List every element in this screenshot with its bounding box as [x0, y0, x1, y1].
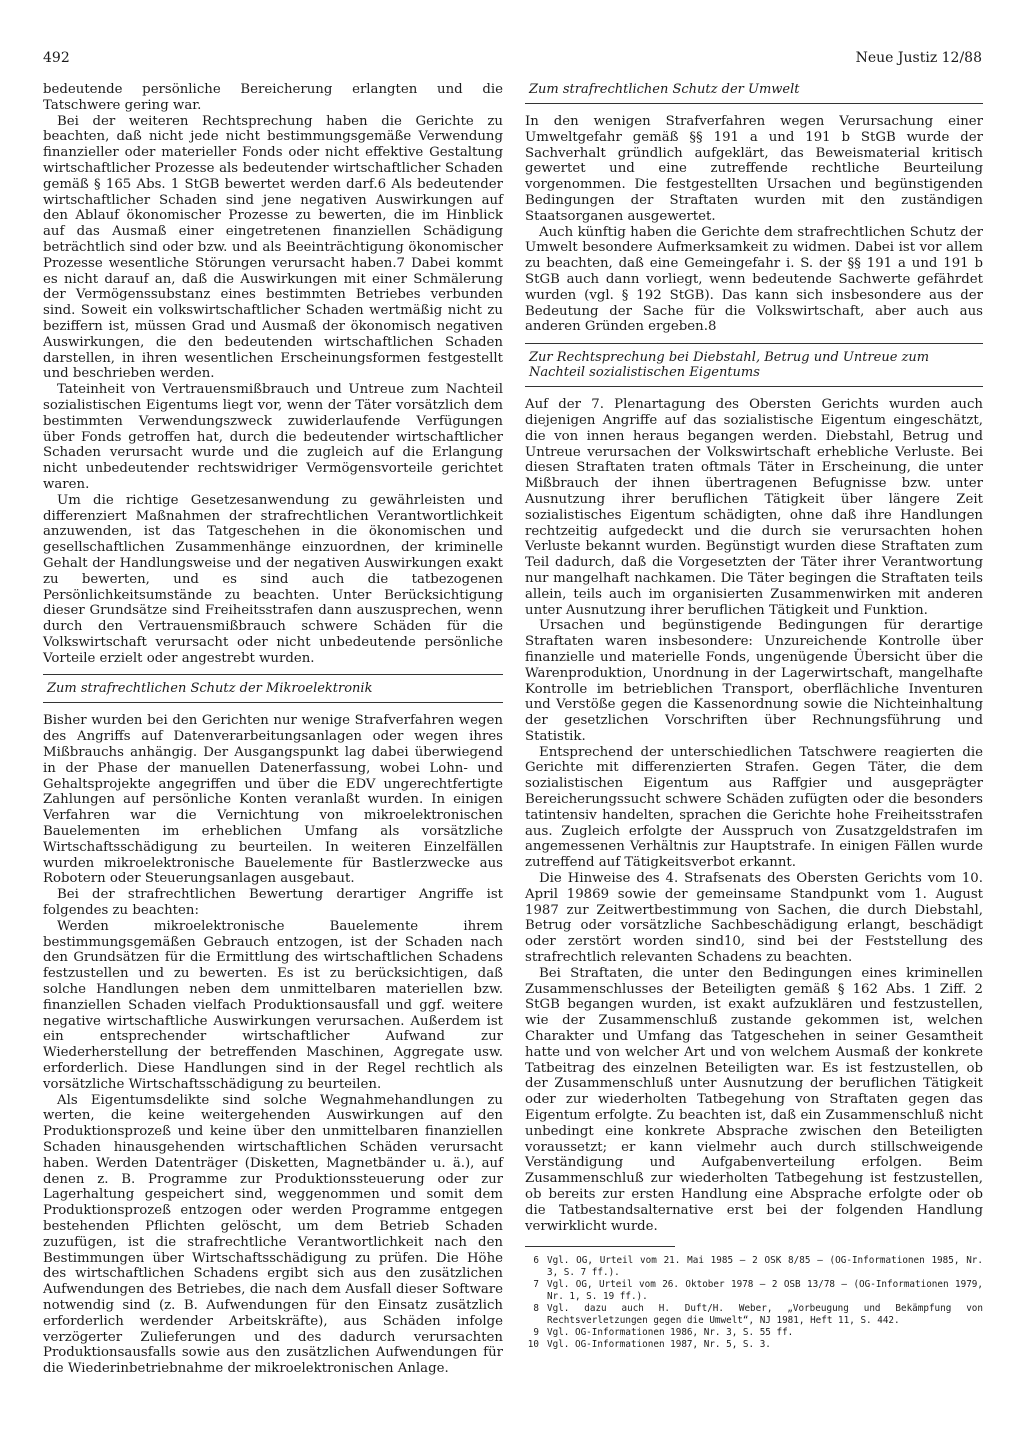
footnote-text: Vgl. OG, Urteil vom 26. Oktober 1978 – 2 OSB 13/78 – (OG-Informationen 1979, Nr. 1, S. 19 ff.).: [547, 1279, 983, 1303]
paragraph: Als Eigentumsdelikte sind solche Wegnahmehandlungen zu werten, die keine weitergehenden Auswirkungen auf den Produktionsprozeß und keine über den unmittelbaren finanziellen Schaden hinausgehenden wirtschaftlichen Schäden verursacht haben. Werden Datenträger (Disketten, Magnetbänder u. ä.), auf denen z. B. Programme zur Produktionssteuerung oder zur Lagerhaltung gespeichert sind, weggenommen und somit dem Produktionsprozeß entzogen oder werden Programme entgegen bestehenden Pflichten gelöscht, um dem Betrieb Schaden zuzufügen, ist die strafrechtliche Verantwortlichkeit nach den Bestimmungen über Wirtschaftsschädigung zu prüfen. Die Höhe des wirtschaftlichen Schadens ergibt sich aus den zusätzlichen Aufwendungen des Betriebes, die nach dem Ausfall dieser Software notwendig sind (z. B. Aufwendungen für den Einsatz zusätzlich erforderlich werdender Arbeitskräfte), aus Schäden infolge verzögerter Zulieferungen und des dadurch verursachten Produktionsausfalls sowie aus den zusätzlichen Aufwendungen für die Wiederinbetriebnahme der mikroelektronischen Anlage.: [43, 1092, 503, 1377]
section-heading-mikroelektronik: Zum strafrechtlichen Schutz der Mikroelektronik: [43, 674, 503, 703]
section-heading-umwelt: Zum strafrechtlichen Schutz der Umwelt: [525, 82, 983, 104]
paragraph: Bei der strafrechtlichen Bewertung derartiger Angriffe ist folgendes zu beachten:: [43, 887, 503, 919]
footnote-number: 6: [533, 1255, 539, 1267]
page-number: 492: [43, 50, 70, 66]
paragraph: Entsprechend der unterschiedlichen Tatschwere reagierten die Gerichte mit differenzierten Strafen. Gegen Täter, die dem sozialistischen Eigentum aus Raffgier und ausgeprägter Bereicherungssucht schwere Schäden zufügten oder die besonders tatintensiv handelten, sprachen die Gerichte hohe Freiheitsstrafen aus. Zugleich erfolgte der Ausspruch von Zusatzgeldstrafen im angemessenen Verhältnis zur Hauptstrafe. In einigen Fällen wurde zutreffend auf Tätigkeitsverbot erkannt.: [525, 744, 983, 871]
footnote-number: 9: [533, 1327, 539, 1339]
paragraph: Ursachen und begünstigende Bedingungen für derartige Straftaten waren insbesondere: Unzureichende Kontrolle über finanzielle und materielle Fonds, ungenügende Übersicht über die Warenproduktion, Unordnung in der Lagerwirtschaft, mangelhafte Kontrolle im betrieblichen Transport, oberflächliche Inventuren und Verstöße gegen die Kassenordnung sowie die Nichteinhaltung der gesetzlichen Vorschriften über Rechnungsführung und Statistik.: [525, 618, 983, 744]
footnote-number: 7: [533, 1279, 539, 1291]
paragraph: Werden mikroelektronische Bauelemente ihrem bestimmungsgemäßen Gebrauch entzogen, ist der Schaden nach den Grundsätzen für die Ermittlung des wirtschaftlichen Schadens festzustellen und zu bewerten. Es ist zu berücksichtigen, daß solche Handlungen neben dem unmittelbaren materiellen bzw. finanziellen Schaden vielfach Produktionsausfall und ggf. weitere negative wirtschaftliche Auswirkungen verursachen. Außerdem ist ein entsprechender wirtschaftlicher Aufwand zur Wiederherstellung der betreffenden Maschinen, Aggregate usw. erforderlich. Diese Handlungen sind in der Regel rechtlich als vorsätzliche Wirtschaftsschädigung zu beurteilen.: [43, 918, 503, 1092]
footnote-text: Vgl. OG-Informationen 1986, Nr. 3, S. 55 ff.: [547, 1327, 794, 1339]
footnote: [525, 1303, 983, 1327]
left-column: [43, 82, 503, 1377]
paragraph: Auf der 7. Plenartagung des Obersten Gerichts wurden auch diejenigen Angriffe auf das sozialistische Eigentum eingeschätzt, die von innen heraus begangen werden. Diebstahl, Betrug und Untreue verursachen der Volkswirtschaft erhebliche Verluste. Bei diesen Straftaten traten oftmals Täter in Erscheinung, die unter Mißbrauch der ihnen übertragenen Befugnisse bzw. unter Ausnutzung ihrer beruflichen Tätigkeit über längere Zeit sozialistisches Eigentum schädigten, ohne daß ihre Handlungen rechtzeitig aufgedeckt und die durch sie verursachten hohen Verluste bekannt wurden. Begünstigt wurden diese Straftaten zum Teil dadurch, daß die Vorgesetzten der Täter ihrer Verantwortung nur mangelhaft nachkamen. Die Täter begingen die Straftaten teils allein, teils auch im organisierten Zusammenwirken mit anderen unter Ausnutzung ihrer beruflichen Tätigkeit und Funktion.: [525, 397, 983, 618]
footnote: [525, 1327, 983, 1339]
paragraph: Die Hinweise des 4. Strafsenats des Obersten Gerichts vom 10. April 19869 sowie der gemeinsame Standpunkt vom 1. August 1987 zur Zeitwertbestimmung von Sachen, die durch Diebstahl, Betrug oder vorsätzliche Sachbeschädigung erlangt, beschädigt oder zerstört worden sind10, sind bei der Feststellung des strafrechtlich relevanten Schadens zu beachten.: [525, 871, 983, 966]
paragraph: Bei Straftaten, die unter den Bedingungen eines kriminellen Zusammenschlusses der Beteiligten gemäß § 162 Abs. 1 Ziff. 2 StGB begangen wurden, ist exakt aufzuklären und festzustellen, wie der Zusammenschluß zustande gekommen ist, welchen Charakter und Umfang das Tatgeschehen in seiner Gesamtheit hatte und von welcher Art und von welchem Ausmaß der konkrete Tatbeitrag des einzelnen Beteiligten war. Es ist festzustellen, ob der Zusammenschluß unter Ausnutzung der beruflichen Tätigkeit oder zur wiederholten Tatbegehung von Straftaten gegen das Eigentum erfolgte. Zu beachten ist, daß ein Zusammenschluß nicht unbedingt eine konkrete Absprache zwischen den Beteiligten voraussetzt; er kann vielmehr auch durch stillschweigende Verständigung und Aufgabenverteilung erfolgen. Beim Zusammenschluß zur wiederholten Tatbegehung ist festzustellen, ob bereits zur ersten Handlung eine Absprache erfolgte oder ob die Tatbestandsalternative erst bei der folgenden Handlung verwirklicht wurde.: [525, 965, 983, 1234]
section-heading-diebstahl: Zur Rechtsprechung bei Diebstahl, Betrug und Untreue zum Nachteil sozialistischen Eigentums: [525, 343, 983, 387]
paragraph: Bisher wurden bei den Gerichten nur wenige Strafverfahren wegen des Angriffs auf Datenverarbeitungsanlagen oder wegen ihres Mißbrauchs anhängig. Der Ausgangspunkt lag dabei überwiegend in der Phase der manuellen Datenerfassung, wobei Lohn- und Gehaltsprojekte angegriffen und über die EDV ungerechtfertigte Zahlungen auf persönliche Konten veranlaßt wurden. In einigen Verfahren war die Vernichtung von mikroelektronischen Bauelementen im erheblichen Umfang als vorsätzliche Wirtschaftsschädigung zu beurteilen. In weiteren Einzelfällen wurden mikroelektronische Bauelemente für Bastlerzwecke aus Robotern oder Steuerungsanlagen ausgebaut.: [43, 713, 503, 887]
footnote-text: Vgl. OG-Informationen 1987, Nr. 5, S. 3.: [547, 1339, 771, 1351]
paragraph: Bei der weiteren Rechtsprechung haben die Gerichte zu beachten, daß nicht jede nicht bestimmungsgemäße Verwendung finanzieller oder materieller Fonds oder nicht effektive Gestaltung wirtschaftlicher Prozesse als bedeutender wirtschaftlicher Schaden gemäß § 165 Abs. 1 StGB bewertet werden darf.6 Als bedeutender wirtschaftlicher Schaden sind jene negativen Auswirkungen auf den Ablauf ökonomischer Prozesse zu bewerten, die im Hinblick auf das Ausmaß einer eingetretenen finanziellen Schädigung beträchtlich sind oder bzw. und als Beeinträchtigung ökonomischer Prozesse wesentliche Störungen verursacht haben.7 Dabei kommt es nicht darauf an, daß die Auswirkungen mit einer Schmälerung der Vermögenssubstanz eines bestimmten Betriebes verbunden sind. Soweit ein volkswirtschaftlicher Schaden wertmäßig nicht zu beziffern ist, müssen Grad und Ausmaß der ökonomisch negativen Auswirkungen, die den bedeutenden wirtschaftlichen Schaden darstellen, in ihren wesentlichen Erscheinungsformen festgestellt und beschrieben werden.: [43, 113, 503, 382]
footnote: [525, 1279, 983, 1303]
journal-issue: Neue Justiz 12/88: [855, 50, 982, 66]
footnote-text: Vgl. OG, Urteil vom 21. Mai 1985 – 2 OSK 8/85 – (OG-Informationen 1985, Nr. 3, S. 7 ff.).: [547, 1255, 983, 1279]
footnote-divider: [525, 1246, 675, 1247]
footnote: [525, 1339, 983, 1351]
paragraph: bedeutende persönliche Bereicherung erlangten und die Tatschwere gering war.: [43, 82, 503, 113]
footnote-text: Vgl. dazu auch H. Duft/H. Weber, „Vorbeugung und Bekämpfung von Rechtsverletzungen gegen die Umwelt“, NJ 1981, Heft 11, S. 442.: [547, 1303, 983, 1327]
right-column: [525, 82, 983, 1351]
footnote-number: 10: [527, 1339, 539, 1351]
footnote: [525, 1255, 983, 1279]
footnote-number: 8: [533, 1303, 539, 1315]
paragraph: Auch künftig haben die Gerichte dem strafrechtlichen Schutz der Umwelt besondere Aufmerksamkeit zu widmen. Dabei ist vor allem zu beachten, daß eine Gemeingefahr i. S. der §§ 191 a und 191 b StGB auch dann vorliegt, wenn bedeutende Sachwerte gefährdet wurden (vgl. § 192 StGB). Das kann sich insbesondere aus der Bedeutung der Sache für die Volkswirtschaft, aber auch aus anderen Gründen ergeben.8: [525, 224, 983, 335]
paragraph: In den wenigen Strafverfahren wegen Verursachung einer Umweltgefahr gemäß §§ 191 a und 191 b StGB wurde der Sachverhalt gründlich aufgeklärt, das Beweismaterial kritisch gewertet und eine zutreffende rechtliche Beurteilung vorgenommen. Die festgestellten Ursachen und begünstigenden Bedingungen der Straftaten wurden mit den zuständigen Staatsorganen ausgewertet.: [525, 114, 983, 224]
paragraph: Tateinheit von Vertrauensmißbrauch und Untreue zum Nachteil sozialistischen Eigentums liegt vor, wenn der Täter vorsätzlich dem bestimmten Verwendungszweck zuwiderlaufende Verfügungen über Fonds getroffen hat, durch die bedeutender wirtschaftlicher Schaden verursacht wurde und die zugleich auf die Erlangung nicht unbedeutender rechtswidriger Vermögensvorteile gerichtet waren.: [43, 382, 503, 492]
paragraph: Um die richtige Gesetzesanwendung zu gewährleisten und differenziert Maßnahmen der strafrechtlichen Verantwortlichkeit anzuwenden, ist das Tatgeschehen in die ökonomischen und gesellschaftlichen Zusammenhänge einzuordnen, der kriminelle Gehalt der Handlungsweise und der negativen Auswirkungen exakt zu bewerten, und es sind auch die tatbezogenen Persönlichkeitsumstände zu beachten. Unter Berücksichtigung dieser Grundsätze sind Freiheitsstrafen dann auszusprechen, wenn durch den Vertrauensmißbrauch schwere Schäden für die Volkswirtschaft verursacht oder nicht unbedeutende persönliche Vorteile erzielt oder angestrebt wurden.: [43, 492, 503, 666]
